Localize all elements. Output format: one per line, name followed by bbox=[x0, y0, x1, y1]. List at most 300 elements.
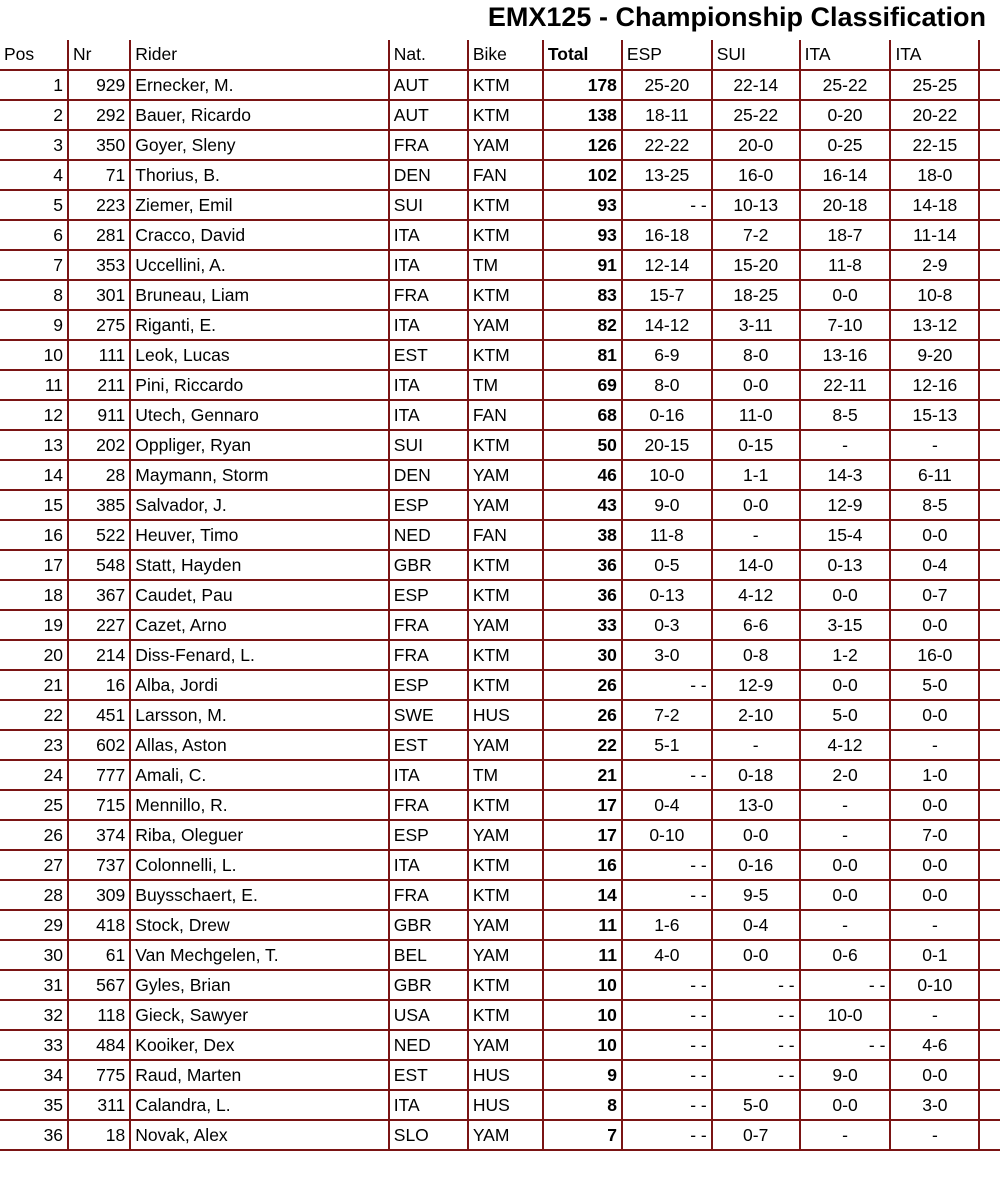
table-row bbox=[0, 1091, 1000, 1121]
total-cell: 10 bbox=[544, 1031, 623, 1061]
round-1-cell: 13-25 bbox=[623, 161, 713, 191]
pos-cell: 3 bbox=[0, 131, 69, 161]
round-4-cell: 1-0 bbox=[891, 761, 980, 791]
round-3-cell: - bbox=[801, 431, 892, 461]
nr-cell: 292 bbox=[69, 101, 131, 131]
rider-cell: Alba, Jordi bbox=[131, 671, 390, 701]
rider-cell: Buysschaert, E. bbox=[131, 881, 390, 911]
total-cell: 11 bbox=[544, 911, 623, 941]
overflow-cell bbox=[980, 161, 1000, 191]
overflow-cell bbox=[980, 581, 1000, 611]
overflow-cell bbox=[980, 1061, 1000, 1091]
table-row bbox=[0, 431, 1000, 461]
nat-cell: GBR bbox=[390, 551, 469, 581]
total-cell: 50 bbox=[544, 431, 623, 461]
nat-cell: USA bbox=[390, 1001, 469, 1031]
round-4-cell: 5-0 bbox=[891, 671, 980, 701]
pos-cell: 36 bbox=[0, 1121, 69, 1151]
bike-cell: KTM bbox=[469, 851, 544, 881]
bike-cell: KTM bbox=[469, 881, 544, 911]
overflow-cell bbox=[980, 701, 1000, 731]
table-row bbox=[0, 911, 1000, 941]
round-2-cell: 0-0 bbox=[713, 371, 801, 401]
nat-cell: FRA bbox=[390, 131, 469, 161]
nr-cell: 484 bbox=[69, 1031, 131, 1061]
total-cell: 22 bbox=[544, 731, 623, 761]
round-3-cell: 15-4 bbox=[801, 521, 892, 551]
nr-cell: 71 bbox=[69, 161, 131, 191]
table-row bbox=[0, 461, 1000, 491]
nr-cell: 911 bbox=[69, 401, 131, 431]
round-3-cell: 12-9 bbox=[801, 491, 892, 521]
nr-cell: 385 bbox=[69, 491, 131, 521]
round-1-cell: 16-18 bbox=[623, 221, 713, 251]
round-3-cell: 4-12 bbox=[801, 731, 892, 761]
round-4-cell: - bbox=[891, 1121, 980, 1151]
round-2-cell: 0-15 bbox=[713, 431, 801, 461]
round-3-cell: 8-5 bbox=[801, 401, 892, 431]
nr-cell: 214 bbox=[69, 641, 131, 671]
total-cell: 17 bbox=[544, 791, 623, 821]
round-4-cell: 0-0 bbox=[891, 1061, 980, 1091]
table-body bbox=[0, 71, 1000, 1151]
nat-cell: FRA bbox=[390, 611, 469, 641]
pos-cell: 11 bbox=[0, 371, 69, 401]
round-1-cell: 6-9 bbox=[623, 341, 713, 371]
total-cell: 43 bbox=[544, 491, 623, 521]
overflow-cell bbox=[980, 221, 1000, 251]
round-3-cell: - bbox=[801, 791, 892, 821]
nr-cell: 929 bbox=[69, 71, 131, 101]
table-row bbox=[0, 611, 1000, 641]
pos-cell: 25 bbox=[0, 791, 69, 821]
table-row bbox=[0, 701, 1000, 731]
table-row bbox=[0, 161, 1000, 191]
nat-cell: ESP bbox=[390, 671, 469, 701]
overflow-cell bbox=[980, 1091, 1000, 1121]
total-cell: 91 bbox=[544, 251, 623, 281]
round-2-cell: 11-0 bbox=[713, 401, 801, 431]
overflow-cell bbox=[980, 611, 1000, 641]
pos-cell: 8 bbox=[0, 281, 69, 311]
bike-cell: TM bbox=[469, 761, 544, 791]
round-1-cell: - - bbox=[623, 851, 713, 881]
round-3-cell: 0-25 bbox=[801, 131, 892, 161]
round-4-cell: 12-16 bbox=[891, 371, 980, 401]
overflow-cell bbox=[980, 671, 1000, 701]
total-cell: 36 bbox=[544, 551, 623, 581]
nr-cell: 111 bbox=[69, 341, 131, 371]
pos-cell: 19 bbox=[0, 611, 69, 641]
nat-cell: SUI bbox=[390, 191, 469, 221]
round-3-cell: 20-18 bbox=[801, 191, 892, 221]
total-cell: 82 bbox=[544, 311, 623, 341]
round-3-cell: 0-0 bbox=[801, 1091, 892, 1121]
round-1-cell: 4-0 bbox=[623, 941, 713, 971]
overflow-cell bbox=[980, 641, 1000, 671]
nat-cell: SLO bbox=[390, 1121, 469, 1151]
rider-cell: Diss-Fenard, L. bbox=[131, 641, 390, 671]
total-cell: 26 bbox=[544, 701, 623, 731]
round-3-cell: 11-8 bbox=[801, 251, 892, 281]
bike-cell: FAN bbox=[469, 521, 544, 551]
overflow-cell bbox=[980, 911, 1000, 941]
nat-cell: EST bbox=[390, 731, 469, 761]
table-row bbox=[0, 191, 1000, 221]
round-1-cell: 22-22 bbox=[623, 131, 713, 161]
round-4-cell: 0-0 bbox=[891, 881, 980, 911]
round-2-cell: 0-0 bbox=[713, 821, 801, 851]
round-2-cell: 7-2 bbox=[713, 221, 801, 251]
total-cell: 38 bbox=[544, 521, 623, 551]
table-row bbox=[0, 881, 1000, 911]
total-cell: 10 bbox=[544, 971, 623, 1001]
bike-cell: KTM bbox=[469, 71, 544, 101]
pos-cell: 14 bbox=[0, 461, 69, 491]
nr-cell: 223 bbox=[69, 191, 131, 221]
round-1-cell: 0-16 bbox=[623, 401, 713, 431]
round-2-cell: 10-13 bbox=[713, 191, 801, 221]
header-row bbox=[0, 40, 1000, 71]
nat-cell: ESP bbox=[390, 491, 469, 521]
bike-cell: YAM bbox=[469, 911, 544, 941]
nat-cell: ITA bbox=[390, 401, 469, 431]
round-2-cell: 0-0 bbox=[713, 941, 801, 971]
round-1-cell: 8-0 bbox=[623, 371, 713, 401]
pos-cell: 24 bbox=[0, 761, 69, 791]
round-4-cell: 14-18 bbox=[891, 191, 980, 221]
bike-cell: TM bbox=[469, 371, 544, 401]
table-row bbox=[0, 281, 1000, 311]
pos-cell: 21 bbox=[0, 671, 69, 701]
rider-cell: Heuver, Timo bbox=[131, 521, 390, 551]
round-2-cell: 0-4 bbox=[713, 911, 801, 941]
nat-cell: GBR bbox=[390, 911, 469, 941]
overflow-cell bbox=[980, 1031, 1000, 1061]
pos-cell: 17 bbox=[0, 551, 69, 581]
table-row bbox=[0, 371, 1000, 401]
overflow-cell bbox=[980, 191, 1000, 221]
round-4-cell: 0-10 bbox=[891, 971, 980, 1001]
rider-cell: Oppliger, Ryan bbox=[131, 431, 390, 461]
round-3-cell: 14-3 bbox=[801, 461, 892, 491]
pos-cell: 33 bbox=[0, 1031, 69, 1061]
pos-cell: 16 bbox=[0, 521, 69, 551]
header-rider: Rider bbox=[131, 40, 390, 71]
nat-cell: NED bbox=[390, 1031, 469, 1061]
rider-cell: Novak, Alex bbox=[131, 1121, 390, 1151]
bike-cell: HUS bbox=[469, 701, 544, 731]
total-cell: 83 bbox=[544, 281, 623, 311]
round-1-cell: 0-3 bbox=[623, 611, 713, 641]
bike-cell: KTM bbox=[469, 431, 544, 461]
bike-cell: FAN bbox=[469, 161, 544, 191]
table-row bbox=[0, 761, 1000, 791]
rider-cell: Maymann, Storm bbox=[131, 461, 390, 491]
round-4-cell: 3-0 bbox=[891, 1091, 980, 1121]
total-cell: 26 bbox=[544, 671, 623, 701]
pos-cell: 7 bbox=[0, 251, 69, 281]
nr-cell: 61 bbox=[69, 941, 131, 971]
round-3-cell: 7-10 bbox=[801, 311, 892, 341]
nat-cell: ESP bbox=[390, 581, 469, 611]
round-1-cell: 11-8 bbox=[623, 521, 713, 551]
rider-cell: Statt, Hayden bbox=[131, 551, 390, 581]
round-2-cell: - - bbox=[713, 971, 801, 1001]
pos-cell: 4 bbox=[0, 161, 69, 191]
bike-cell: YAM bbox=[469, 941, 544, 971]
round-2-cell: 1-1 bbox=[713, 461, 801, 491]
round-3-cell: 0-13 bbox=[801, 551, 892, 581]
pos-cell: 32 bbox=[0, 1001, 69, 1031]
round-4-cell: 16-0 bbox=[891, 641, 980, 671]
overflow-cell bbox=[980, 131, 1000, 161]
round-3-cell: 0-0 bbox=[801, 851, 892, 881]
page-title: EMX125 - Championship Classification bbox=[487, 2, 986, 32]
nr-cell: 16 bbox=[69, 671, 131, 701]
pos-cell: 34 bbox=[0, 1061, 69, 1091]
table-row bbox=[0, 491, 1000, 521]
table-row bbox=[0, 1061, 1000, 1091]
round-4-cell: 2-9 bbox=[891, 251, 980, 281]
rider-cell: Riganti, E. bbox=[131, 311, 390, 341]
bike-cell: YAM bbox=[469, 611, 544, 641]
round-1-cell: 20-15 bbox=[623, 431, 713, 461]
header-total: Total bbox=[544, 40, 623, 71]
rider-cell: Ernecker, M. bbox=[131, 71, 390, 101]
pos-cell: 22 bbox=[0, 701, 69, 731]
total-cell: 30 bbox=[544, 641, 623, 671]
nat-cell: ITA bbox=[390, 761, 469, 791]
nr-cell: 28 bbox=[69, 461, 131, 491]
rider-cell: Riba, Oleguer bbox=[131, 821, 390, 851]
round-3-cell: 5-0 bbox=[801, 701, 892, 731]
total-cell: 81 bbox=[544, 341, 623, 371]
rider-cell: Bruneau, Liam bbox=[131, 281, 390, 311]
round-4-cell: - bbox=[891, 731, 980, 761]
round-3-cell: 0-0 bbox=[801, 281, 892, 311]
nr-cell: 775 bbox=[69, 1061, 131, 1091]
nat-cell: EST bbox=[390, 341, 469, 371]
round-3-cell: 0-0 bbox=[801, 581, 892, 611]
round-2-cell: 0-0 bbox=[713, 491, 801, 521]
nr-cell: 211 bbox=[69, 371, 131, 401]
overflow-cell bbox=[980, 551, 1000, 581]
round-2-cell: 0-8 bbox=[713, 641, 801, 671]
rider-cell: Cazet, Arno bbox=[131, 611, 390, 641]
round-3-cell: 18-7 bbox=[801, 221, 892, 251]
round-4-cell: 4-6 bbox=[891, 1031, 980, 1061]
overflow-cell bbox=[980, 251, 1000, 281]
nat-cell: ITA bbox=[390, 221, 469, 251]
round-4-cell: - bbox=[891, 431, 980, 461]
rider-cell: Utech, Gennaro bbox=[131, 401, 390, 431]
rider-cell: Colonnelli, L. bbox=[131, 851, 390, 881]
round-4-cell: 0-7 bbox=[891, 581, 980, 611]
rider-cell: Thorius, B. bbox=[131, 161, 390, 191]
total-cell: 178 bbox=[544, 71, 623, 101]
header-round-2: SUI bbox=[713, 40, 801, 71]
overflow-cell bbox=[980, 101, 1000, 131]
round-1-cell: 1-6 bbox=[623, 911, 713, 941]
round-1-cell: - - bbox=[623, 881, 713, 911]
nat-cell: FRA bbox=[390, 641, 469, 671]
round-1-cell: 12-14 bbox=[623, 251, 713, 281]
bike-cell: YAM bbox=[469, 461, 544, 491]
overflow-cell bbox=[980, 851, 1000, 881]
bike-cell: KTM bbox=[469, 341, 544, 371]
bike-cell: KTM bbox=[469, 671, 544, 701]
round-4-cell: 25-25 bbox=[891, 71, 980, 101]
header-overflow bbox=[980, 40, 1000, 71]
nr-cell: 202 bbox=[69, 431, 131, 461]
table-row bbox=[0, 941, 1000, 971]
round-1-cell: 25-20 bbox=[623, 71, 713, 101]
round-3-cell: 9-0 bbox=[801, 1061, 892, 1091]
total-cell: 126 bbox=[544, 131, 623, 161]
table-row bbox=[0, 341, 1000, 371]
header-bike: Bike bbox=[469, 40, 544, 71]
table-row bbox=[0, 521, 1000, 551]
round-3-cell: - bbox=[801, 1121, 892, 1151]
round-4-cell: 0-1 bbox=[891, 941, 980, 971]
rider-cell: Caudet, Pau bbox=[131, 581, 390, 611]
round-4-cell: 10-8 bbox=[891, 281, 980, 311]
round-1-cell: 3-0 bbox=[623, 641, 713, 671]
round-3-cell: 13-16 bbox=[801, 341, 892, 371]
pos-cell: 15 bbox=[0, 491, 69, 521]
round-4-cell: 0-0 bbox=[891, 521, 980, 551]
pos-cell: 30 bbox=[0, 941, 69, 971]
bike-cell: YAM bbox=[469, 131, 544, 161]
rider-cell: Pini, Riccardo bbox=[131, 371, 390, 401]
header-round-4: ITA bbox=[891, 40, 980, 71]
bike-cell: KTM bbox=[469, 971, 544, 1001]
round-4-cell: 0-0 bbox=[891, 701, 980, 731]
round-3-cell: - - bbox=[801, 971, 892, 1001]
round-1-cell: - - bbox=[623, 1121, 713, 1151]
nat-cell: SWE bbox=[390, 701, 469, 731]
classification-table bbox=[0, 40, 1000, 1151]
bike-cell: HUS bbox=[469, 1061, 544, 1091]
pos-cell: 13 bbox=[0, 431, 69, 461]
bike-cell: HUS bbox=[469, 1091, 544, 1121]
nat-cell: AUT bbox=[390, 71, 469, 101]
nr-cell: 602 bbox=[69, 731, 131, 761]
table-row bbox=[0, 671, 1000, 701]
nat-cell: ITA bbox=[390, 311, 469, 341]
total-cell: 93 bbox=[544, 191, 623, 221]
round-3-cell: 16-14 bbox=[801, 161, 892, 191]
round-1-cell: 15-7 bbox=[623, 281, 713, 311]
table-row bbox=[0, 131, 1000, 161]
pos-cell: 5 bbox=[0, 191, 69, 221]
total-cell: 46 bbox=[544, 461, 623, 491]
table-row bbox=[0, 311, 1000, 341]
round-1-cell: 0-5 bbox=[623, 551, 713, 581]
round-2-cell: - bbox=[713, 521, 801, 551]
nr-cell: 281 bbox=[69, 221, 131, 251]
rider-cell: Uccellini, A. bbox=[131, 251, 390, 281]
rider-cell: Gyles, Brian bbox=[131, 971, 390, 1001]
nat-cell: DEN bbox=[390, 161, 469, 191]
rider-cell: Larsson, M. bbox=[131, 701, 390, 731]
round-1-cell: - - bbox=[623, 971, 713, 1001]
table-row bbox=[0, 221, 1000, 251]
nr-cell: 118 bbox=[69, 1001, 131, 1031]
rider-cell: Amali, C. bbox=[131, 761, 390, 791]
total-cell: 10 bbox=[544, 1001, 623, 1031]
round-2-cell: 16-0 bbox=[713, 161, 801, 191]
round-4-cell: 0-0 bbox=[891, 611, 980, 641]
round-4-cell: - bbox=[891, 1001, 980, 1031]
table-row bbox=[0, 851, 1000, 881]
nr-cell: 548 bbox=[69, 551, 131, 581]
table-row bbox=[0, 251, 1000, 281]
round-2-cell: 3-11 bbox=[713, 311, 801, 341]
round-3-cell: - - bbox=[801, 1031, 892, 1061]
total-cell: 36 bbox=[544, 581, 623, 611]
round-2-cell: 0-16 bbox=[713, 851, 801, 881]
round-2-cell: 6-6 bbox=[713, 611, 801, 641]
round-3-cell: 10-0 bbox=[801, 1001, 892, 1031]
round-4-cell: 0-4 bbox=[891, 551, 980, 581]
header-round-1: ESP bbox=[623, 40, 713, 71]
round-2-cell: 18-25 bbox=[713, 281, 801, 311]
total-cell: 138 bbox=[544, 101, 623, 131]
table-row bbox=[0, 581, 1000, 611]
overflow-cell bbox=[980, 521, 1000, 551]
round-3-cell: - bbox=[801, 821, 892, 851]
nr-cell: 301 bbox=[69, 281, 131, 311]
nat-cell: SUI bbox=[390, 431, 469, 461]
nat-cell: DEN bbox=[390, 461, 469, 491]
bike-cell: KTM bbox=[469, 281, 544, 311]
total-cell: 102 bbox=[544, 161, 623, 191]
rider-cell: Goyer, Sleny bbox=[131, 131, 390, 161]
pos-cell: 23 bbox=[0, 731, 69, 761]
rider-cell: Allas, Aston bbox=[131, 731, 390, 761]
bike-cell: FAN bbox=[469, 401, 544, 431]
round-1-cell: - - bbox=[623, 1031, 713, 1061]
nat-cell: FRA bbox=[390, 281, 469, 311]
round-2-cell: 14-0 bbox=[713, 551, 801, 581]
table-row bbox=[0, 401, 1000, 431]
total-cell: 93 bbox=[544, 221, 623, 251]
overflow-cell bbox=[980, 461, 1000, 491]
round-3-cell: - bbox=[801, 911, 892, 941]
pos-cell: 35 bbox=[0, 1091, 69, 1121]
table-row bbox=[0, 971, 1000, 1001]
bike-cell: YAM bbox=[469, 1121, 544, 1151]
rider-cell: Mennillo, R. bbox=[131, 791, 390, 821]
nr-cell: 374 bbox=[69, 821, 131, 851]
table-row bbox=[0, 821, 1000, 851]
round-1-cell: 9-0 bbox=[623, 491, 713, 521]
nat-cell: GBR bbox=[390, 971, 469, 1001]
pos-cell: 29 bbox=[0, 911, 69, 941]
nr-cell: 715 bbox=[69, 791, 131, 821]
overflow-cell bbox=[980, 311, 1000, 341]
round-4-cell: 9-20 bbox=[891, 341, 980, 371]
rider-cell: Stock, Drew bbox=[131, 911, 390, 941]
pos-cell: 2 bbox=[0, 101, 69, 131]
round-2-cell: 2-10 bbox=[713, 701, 801, 731]
nr-cell: 737 bbox=[69, 851, 131, 881]
round-4-cell: 8-5 bbox=[891, 491, 980, 521]
nr-cell: 367 bbox=[69, 581, 131, 611]
pos-cell: 6 bbox=[0, 221, 69, 251]
